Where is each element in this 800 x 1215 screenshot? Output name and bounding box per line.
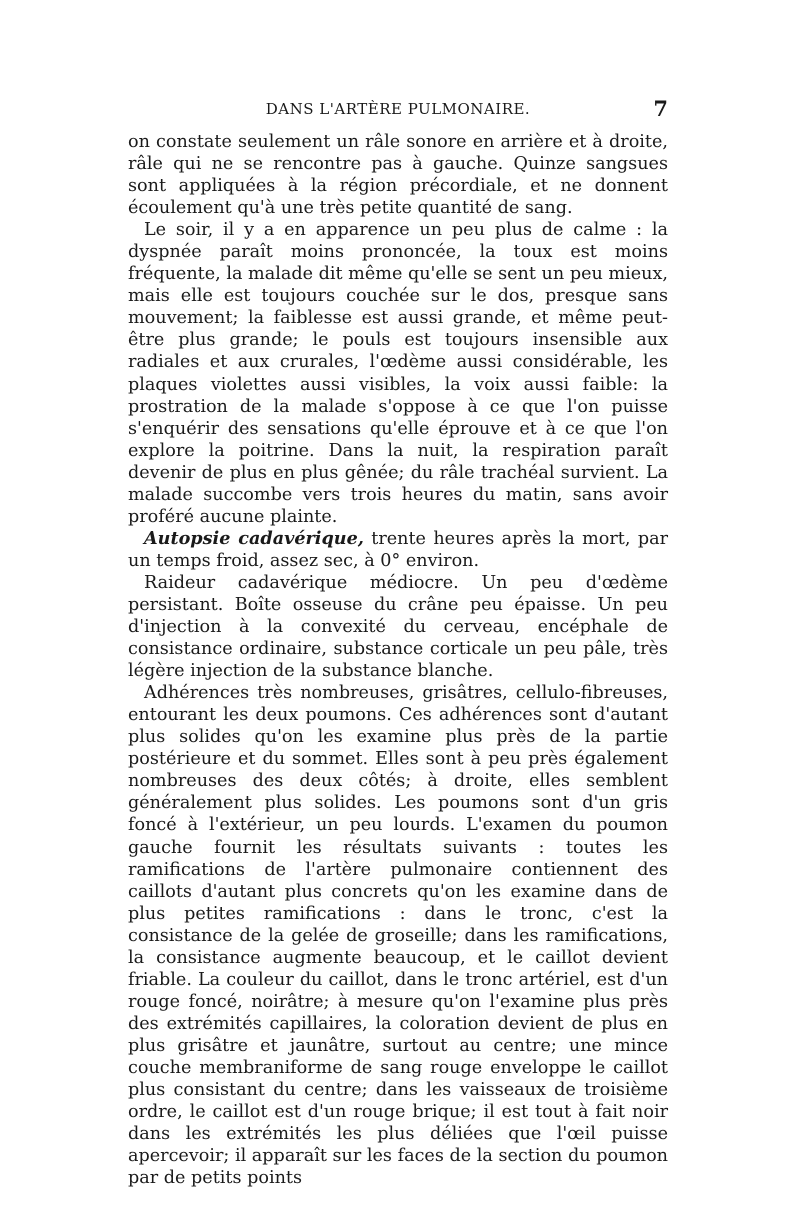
autopsy-intro-text: trente heures après la mort, par un temps froid, assez sec, à 0° environ. <box>128 528 668 571</box>
body-text <box>128 131 668 1189</box>
paragraph-continuation: on constate seulement un râle sonore en arrière et à droite, râle qui ne se rencontre pas à gauche. Quinze sangsues sont appliquées à la région précordiale, et ne donnent écoulement qu'à une très petite quantité de sang. <box>128 132 668 219</box>
paragraph-autopsy-intro <box>128 528 668 572</box>
paragraph-skull: Raideur cadavérique médiocre. Un peu d'œdème persistant. Boîte osseuse du crâne peu épaisse. Un peu d'injection à la convexité du cerveau, encéphale de consistance ordinaire, substance corticale un peu pâle, très légère injection de la substance blanche. <box>128 572 668 682</box>
autopsy-heading: Autopsie cadavérique, <box>144 527 364 549</box>
paragraph-lungs: Adhérences très nombreuses, grisâtres, cellulo-fibreuses, entourant les deux poumons. Ces adhérences sont d'autant plus solides qu'on les examine plus près de la partie postérieure et du sommet. Elles sont à peu près également nombreuses des deux côtés; à droite, elles semblent généralement plus solides. Les poumons sont d'un gris foncé à l'extérieur, un peu lourds. L'examen du poumon gauche fournit les résultats suivants : toutes les ramifications de l'artère pulmonaire contiennent des caillots d'autant plus concrets qu'on les examine dans de plus petites ramifications : dans le tronc, c'est la consistance de la gelée de groseille; dans les ramifications, la consistance augmente beaucoup, et le caillot devient friable. La couleur du caillot, dans le tronc artériel, est d'un rouge foncé, noirâtre; à mesure qu'on l'examine plus près des extrémités capillaires, la coloration devient de plus en plus grisâtre et jaunâtre, surtout au centre; une mince couche membraniforme de sang rouge enveloppe le caillot plus consistant du centre; dans les vaisseaux de troisième ordre, le caillot est d'un rouge brique; il est tout à fait noir dans les extrémités les plus déliées que l'œil puisse apercevoir; il apparaît sur les faces de la section du poumon par de petits points <box>128 683 668 1189</box>
running-head: DANS L'ARTÈRE PULMONAIRE. <box>265 100 531 118</box>
page-header <box>128 96 668 124</box>
paragraph-evening: Le soir, il y a en apparence un peu plus de calme : la dyspnée paraît moins prononcée, la toux est moins fréquente, la malade dit même qu'elle se sent un peu mieux, mais elle est toujours couchée sur le dos, presque sans mouvement; la faiblesse est aussi grande, et même peut-être plus grande; le pouls est toujours insensible aux radiales et aux crurales, l'œdème aussi considérable, les plaques violettes aussi visibles, la voix aussi faible: la prostration de la malade s'oppose à ce que l'on puisse s'enquérir des sensations qu'elle éprouve et à ce que l'on explore la poitrine. Dans la nuit, la respiration paraît devenir de plus en plus gênée; du râle trachéal survient. La malade succombe vers trois heures du matin, sans avoir proféré aucune plainte. <box>128 220 668 527</box>
page-number: 7 <box>653 96 668 121</box>
